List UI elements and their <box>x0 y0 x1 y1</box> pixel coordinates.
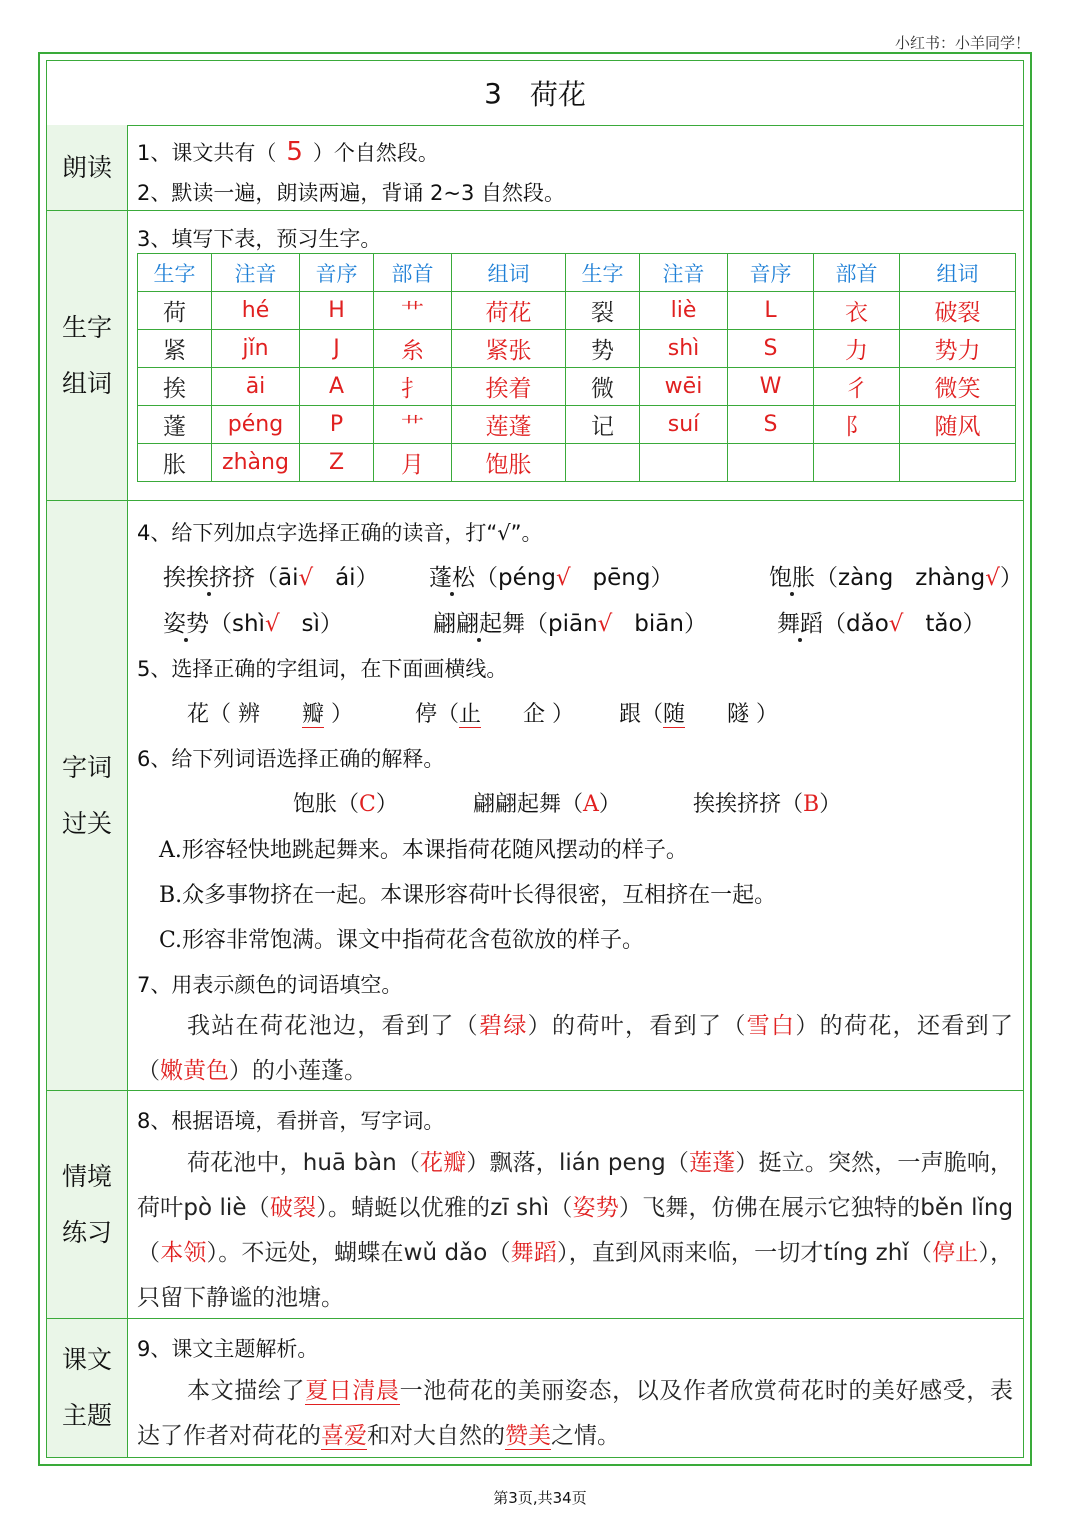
lesson-title: 荷花 <box>529 78 586 111</box>
q8-pinyin: tíng zhǐ <box>823 1240 909 1266</box>
q4-word-text: 舞蹈 <box>777 605 823 638</box>
q4-opt2: zhàng <box>915 565 986 591</box>
q5-item: 花（ 辨 瓣 ） <box>187 702 354 727</box>
q4-check: √ <box>597 611 613 637</box>
q4-opt1: āi <box>278 565 299 591</box>
q6-word: 饱胀 <box>293 792 338 817</box>
word-cell: 莲蓬 <box>452 406 566 444</box>
q1-post: ）个自然段。 <box>312 141 439 165</box>
q8-text: 。蜻蜓以优雅的 <box>327 1195 491 1221</box>
section-reading <box>47 125 1023 211</box>
q4-item: 姿势（shì√ sì） <box>163 605 343 638</box>
q5-option-correct: 瓣 <box>302 702 325 727</box>
label-text: 朗读 <box>61 152 112 182</box>
q4-opt2: sì <box>301 611 320 637</box>
q8-text: 飘落， <box>489 1150 559 1176</box>
word-cell: 破裂 <box>900 292 1016 330</box>
char-cell: 势 <box>566 330 640 368</box>
q4-word <box>433 611 525 637</box>
header-cell: 音序 <box>728 254 814 292</box>
q7-paragraph <box>137 1004 1013 1094</box>
q6-answer: B <box>803 792 820 817</box>
q7-answer: 嫩黄色 <box>160 1058 229 1084</box>
q9-answer: 夏日清晨 <box>305 1378 400 1404</box>
q8-answer: 破裂 <box>269 1195 317 1221</box>
q7-text: 我站在荷花池边，看到了（ <box>187 1013 479 1039</box>
q8-text: 。不远处，蝴蝶在 <box>218 1240 404 1266</box>
label-text: 组词 <box>61 368 112 398</box>
section-label-characters <box>47 211 128 500</box>
pinyin-cell: suí <box>640 406 728 444</box>
section-theme <box>47 1319 1023 1457</box>
char-cell: 记 <box>566 406 640 444</box>
section-characters <box>47 211 1023 501</box>
char-cell: 蓬 <box>138 406 212 444</box>
initial-cell: Z <box>300 444 374 482</box>
word-cell: 饱胀 <box>452 444 566 482</box>
q8: 8、根据语境，看拼音，写字词。 <box>137 1109 445 1133</box>
radical-cell: 月 <box>374 444 452 482</box>
worksheet-inner <box>46 60 1024 1458</box>
page-number: 第3页,共34页 <box>493 1489 587 1507</box>
q4-check: √ <box>264 611 280 637</box>
header-cell: 部首 <box>374 254 452 292</box>
q4-opt2: tǎo <box>925 611 963 637</box>
q4-opt1: péng <box>498 565 556 591</box>
q5-pre: 停 <box>415 702 438 727</box>
q6-definition: B.众多事物挤在一起。本课形容荷叶长得很密，互相挤在一起。 <box>159 883 777 908</box>
q4: 4、给下列加点字选择正确的读音，打“√”。 <box>137 521 543 545</box>
q8-pinyin: běn lǐng <box>920 1195 1014 1221</box>
char-cell: 裂 <box>566 292 640 330</box>
q6-word: 翩翩起舞 <box>473 792 562 817</box>
q6-answer: A <box>583 792 599 817</box>
char-cell: 荷 <box>138 292 212 330</box>
pinyin-cell: shì <box>640 330 728 368</box>
radical-cell: 阝 <box>814 406 900 444</box>
char-cell: 紧 <box>138 330 212 368</box>
table-row <box>138 444 1016 482</box>
q9-text: 之情。 <box>551 1423 620 1449</box>
q7-answer: 雪白 <box>746 1013 796 1039</box>
q4-check: √ <box>985 565 1000 591</box>
section-label-theme <box>47 1319 128 1457</box>
q8-paragraph: 荷花池中，huā bàn（花瓣）飘落，lián peng（莲蓬）挺立。突然，一声脆响，荷叶pò liè（破裂）。蜻蜓以优雅的zī shì（姿势）飞舞，仿佛在展示它独特的běn lǐng（本领）。不远处，蝴蝶在wǔ dǎo（舞蹈），直到风雨来临，一切才tíng zhǐ（停止），只留下静谧的池塘。 <box>137 1150 1014 1311</box>
q5-pre: 跟 <box>619 702 642 727</box>
header-cell: 生字 <box>566 254 640 292</box>
q4-check: √ <box>555 565 571 591</box>
initial-cell: L <box>728 292 814 330</box>
q8-answer: 停止 <box>932 1240 979 1266</box>
q4-word <box>163 611 209 637</box>
q4-opt1: dǎo <box>846 611 889 637</box>
q4-opt2: ái <box>335 565 356 591</box>
q8-answer: 莲蓬 <box>689 1150 736 1176</box>
label-text: 主题 <box>61 1401 112 1430</box>
q4-opt1: piān <box>548 611 598 637</box>
char-cell: 挨 <box>138 368 212 406</box>
q6-item: 挨挨挤挤（B） <box>693 792 842 817</box>
q5-pre: 花 <box>187 702 210 727</box>
radical-cell: 衣 <box>814 292 900 330</box>
q5-option: 辨 <box>238 702 261 727</box>
header-cell: 组词 <box>900 254 1016 292</box>
q4-opt1: shì <box>232 611 265 637</box>
pinyin-cell <box>640 444 728 482</box>
q3: 3、填写下表，预习生字。 <box>137 227 382 251</box>
q8-answer: 本领 <box>160 1240 207 1266</box>
q7-answer: 碧绿 <box>479 1013 528 1039</box>
q1 <box>137 137 439 167</box>
header-cell: 生字 <box>138 254 212 292</box>
q9-answer: 喜爱 <box>321 1423 367 1449</box>
q6-answer: C <box>359 792 376 817</box>
q5-item: 停（止 企 ） <box>415 702 575 727</box>
q4-word <box>163 565 255 591</box>
q8-text: 挺立。突然，一声脆响，荷叶 <box>137 1150 1014 1221</box>
radical-cell: 艹 <box>374 406 452 444</box>
q4-word-text: 挨挨挤挤 <box>163 559 255 592</box>
word-cell <box>900 444 1016 482</box>
q4-word <box>429 565 475 591</box>
q6: 6、给下列词语选择正确的解释。 <box>137 747 445 771</box>
radical-cell <box>814 444 900 482</box>
q8-pinyin: pò liè <box>183 1195 247 1221</box>
pinyin-cell: liè <box>640 292 728 330</box>
q9-answer: 赞美 <box>505 1423 551 1449</box>
label-text: 生字 <box>61 312 112 342</box>
q9-paragraph <box>137 1369 1013 1459</box>
q2: 2、默读一遍，朗读两遍，背诵 2~3 自然段。 <box>137 181 566 205</box>
initial-cell: W <box>728 368 814 406</box>
q4-word-text: 蓬松 <box>429 559 475 592</box>
q6-definition: A.形容轻快地跳起舞来。本课指荷花随风摆动的样子。 <box>159 838 688 863</box>
q7: 7、用表示颜色的词语填空。 <box>137 973 403 997</box>
q4-item: 舞蹈（dǎo√ tǎo） <box>777 605 986 638</box>
table-row <box>138 292 1016 330</box>
pinyin-cell: péng <box>212 406 300 444</box>
word-cell: 随风 <box>900 406 1016 444</box>
q6-item: 饱胀（C） <box>293 792 398 817</box>
label-text: 过关 <box>61 808 112 838</box>
table-row <box>138 330 1016 368</box>
q4-opt2: biān <box>634 611 684 637</box>
worksheet-frame <box>38 52 1032 1466</box>
pinyin-cell: hé <box>212 292 300 330</box>
label-text: 课文 <box>61 1345 112 1374</box>
q8-pinyin: huā bàn <box>302 1150 397 1176</box>
char-cell <box>566 444 640 482</box>
initial-cell <box>728 444 814 482</box>
q9-text: 和对大自然的 <box>367 1423 505 1449</box>
q9-text: 一池荷花的美丽姿态，以及作者欣赏荷花时的美好感受，表达了作者对荷花的 <box>137 1378 1014 1449</box>
word-cell: 微笑 <box>900 368 1016 406</box>
label-text: 情境 <box>61 1161 112 1191</box>
q6-item: 翩翩起舞（A） <box>473 792 621 817</box>
char-cell: 微 <box>566 368 640 406</box>
section-label-context <box>47 1091 128 1318</box>
q8-answer: 花瓣 <box>420 1150 467 1176</box>
table-header-row <box>138 254 1016 292</box>
q4-item: 蓬松（péng√ pēng） <box>429 559 673 592</box>
pinyin-cell: wēi <box>640 368 728 406</box>
q9-text: 本文描绘了 <box>187 1378 306 1404</box>
page-title <box>47 61 1023 126</box>
q5-option: 隧 <box>727 702 750 727</box>
q7-text: ）的小莲蓬。 <box>229 1058 367 1084</box>
q8-answer: 姿势 <box>572 1195 619 1221</box>
q1-pre: 1、课文共有（ <box>137 141 277 165</box>
table-row <box>138 368 1016 406</box>
radical-cell: 力 <box>814 330 900 368</box>
q8-text: 飞舞，仿佛在展示它独特的 <box>642 1195 921 1221</box>
q6-definition: C.形容非常饱满。课文中指荷花含苞欲放的样子。 <box>159 928 645 953</box>
q4-word <box>769 565 815 591</box>
q4-word-text: 饱胀 <box>769 559 815 592</box>
q5: 5、选择正确的字组词，在下面画横线。 <box>137 657 508 681</box>
radical-cell: 彳 <box>814 368 900 406</box>
q5-option: 企 <box>523 702 546 727</box>
q8-text: ，直到风雨来临，一切才 <box>568 1240 824 1266</box>
label-text: 字词 <box>61 752 112 782</box>
table-row <box>138 406 1016 444</box>
lesson-number: 3 <box>484 76 502 110</box>
q4-item: 翩翩起舞（piān√ biān） <box>433 605 707 638</box>
q7-text: ）的荷花，还看到了（ <box>137 1013 1014 1084</box>
q4-word <box>777 611 823 637</box>
radical-cell: 糸 <box>374 330 452 368</box>
initial-cell: S <box>728 330 814 368</box>
character-table <box>137 253 1016 482</box>
initial-cell: S <box>728 406 814 444</box>
q1-answer: 5 <box>286 137 303 167</box>
q8-pinyin: zī shì <box>490 1195 550 1221</box>
q8-text: ，只留下静谧的池塘。 <box>137 1240 1014 1311</box>
q9: 9、课文主题解析。 <box>137 1337 319 1361</box>
q4-check: √ <box>888 611 904 637</box>
pinyin-cell: jǐn <box>212 330 300 368</box>
q4-item: 饱胀（zàng zhàng√） <box>769 559 1023 592</box>
initial-cell: P <box>300 406 374 444</box>
header-cell: 注音 <box>640 254 728 292</box>
q5-option-correct: 止 <box>459 702 482 727</box>
radical-cell: 扌 <box>374 368 452 406</box>
q7-text: ）的荷叶，看到了（ <box>527 1013 747 1039</box>
initial-cell: H <box>300 292 374 330</box>
initial-cell: A <box>300 368 374 406</box>
q8-answer: 舞蹈 <box>510 1240 557 1266</box>
header-cell: 音序 <box>300 254 374 292</box>
section-label-reading <box>47 125 128 210</box>
section-label-words <box>47 501 128 1090</box>
word-cell: 紧张 <box>452 330 566 368</box>
q5-option-correct: 随 <box>663 702 686 727</box>
q4-opt2: pēng <box>592 565 651 591</box>
q8-pinyin: wǔ dǎo <box>403 1240 488 1266</box>
q8-text: 荷花池中， <box>187 1150 303 1176</box>
header-cell: 组词 <box>452 254 566 292</box>
q4-word-text: 姿势 <box>163 605 209 638</box>
word-cell: 势力 <box>900 330 1016 368</box>
pinyin-cell: zhàng <box>212 444 300 482</box>
radical-cell: 艹 <box>374 292 452 330</box>
section-context <box>47 1091 1023 1319</box>
q4-word-text: 翩翩起舞 <box>433 605 525 638</box>
q4-item: 挨挨挤挤（āi√ ái） <box>163 559 379 592</box>
word-cell: 挨着 <box>452 368 566 406</box>
q4-check: √ <box>298 565 314 591</box>
header-note: 小红书：小羊同学！ <box>894 34 1030 52</box>
q8-pinyin: lián peng <box>558 1150 666 1176</box>
header-cell: 注音 <box>212 254 300 292</box>
pinyin-cell: āi <box>212 368 300 406</box>
label-text: 练习 <box>61 1217 112 1247</box>
word-cell: 荷花 <box>452 292 566 330</box>
q6-word: 挨挨挤挤 <box>693 792 782 817</box>
header-cell: 部首 <box>814 254 900 292</box>
q4-opt1: zàng <box>838 565 894 591</box>
initial-cell: J <box>300 330 374 368</box>
q5-item: 跟（随 隧 ） <box>619 702 779 727</box>
section-words <box>47 501 1023 1091</box>
char-cell: 胀 <box>138 444 212 482</box>
